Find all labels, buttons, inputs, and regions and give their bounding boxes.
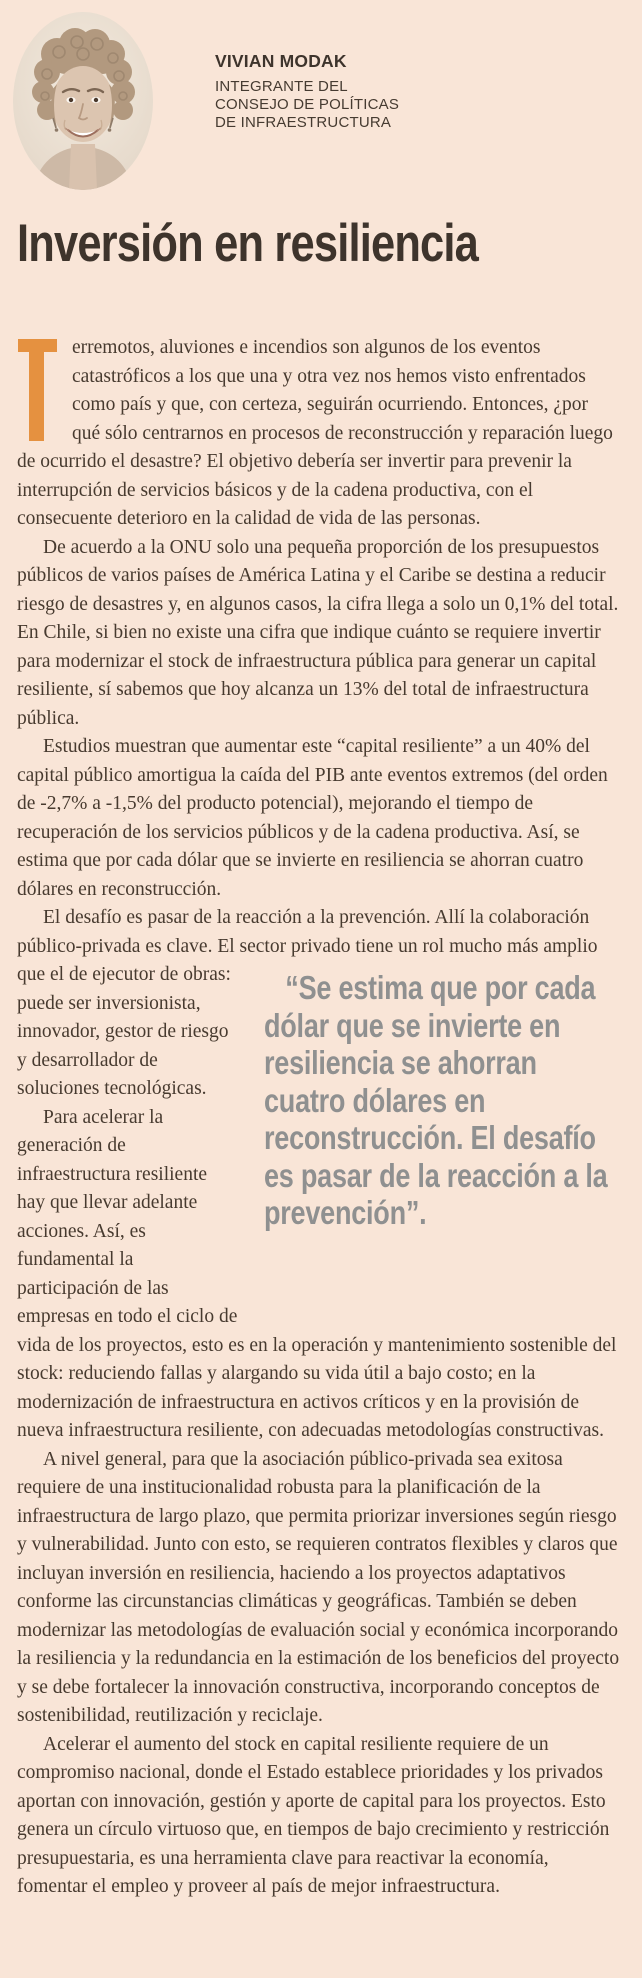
drop-cap	[18, 339, 57, 441]
headline-text: Inversión en resiliencia	[17, 214, 479, 273]
author-portrait-illustration	[13, 12, 153, 190]
pull-quote-text: “Se estima que por cada dólar que se invierte en resiliencia se ahorran cuatro dólares en reconstrucción. El desafío es pasar de la reacción a la prevención”.	[264, 969, 608, 1231]
paragraph-1	[17, 334, 620, 534]
paragraph-2: De acuerdo a la ONU solo una pequeña proporción de los presupuestos públicos de varios países de América Latina y el Caribe se destina a reducir riesgo de desastres y, en algunos casos, la cifra llega a solo un 0,1% del total. En Chile, si bien no existe una cifra que indique cuánto se requiere invertir para modernizar el stock de infraestructura pública para generar un capital resiliente, sí sabemos que hoy alcanza un 13% del total de infraestructura pública.	[17, 536, 619, 729]
paragraph-4	[17, 904, 620, 1231]
author-role	[215, 78, 399, 132]
author-role-line-3: DE INFRAESTRUCTURA	[215, 114, 392, 131]
paragraph-4-text-after-quote: más amplio que el de ejecutor de obras: puede ser inversionista, innovador, gestor de riesgo y desarrollador de soluciones tecnológicas.	[17, 935, 598, 1099]
paragraph-3: Estudios muestran que aumentar este “capital resiliente” a un 40% del capital público amortigua la caída del PIB ante eventos extremos (del orden de -2,7% a -1,5% del producto potencial), mejorando el tiempo de recuperación de los servicios públicos y de la cadena productiva. Así, se estima que por cada dólar que se invierte en resiliencia se ahorran cuatro dólares en reconstrucción.	[17, 736, 608, 900]
author-role-line-1: INTEGRANTE DEL	[215, 78, 348, 95]
drop-cap-stem	[29, 339, 44, 441]
author-photo	[13, 12, 153, 190]
paragraph-1-text: erremotos, aluviones e incendios son algunos de los eventos catastróficos a los que una y otra vez nos hemos visto enfrentados como país y que, con certeza, seguirán ocurriendo. Entonces, ¿por qué sólo centrarnos en procesos de reconstrucción y reparación luego de ocurrido el desastre? El objetivo debería ser invertir para prevenir la interrupción de servicios básicos y de la cadena productiva, con el consecuente deterioro en la calidad de vida de las personas.	[17, 337, 613, 529]
paragraph-4-text-before-quote: El desafío es pasar de la reacción a la prevención. Allí la colaboración público-privada es clave. El sector privado tiene un rol mucho	[17, 907, 590, 957]
article-header	[0, 0, 642, 192]
paragraph-6: A nivel general, para que la asociación público-privada sea exitosa requiere de una institucionalidad robusta para la planificación de la infraestructura de largo plazo, que permita priorizar inversiones según riesgo y vulnerabilidad. Junto con esto, se requieren contratos flexibles y claros que incluyan inversión en resiliencia, haciendo a los proyectos adaptativos conforme las circunstancias climáticas y geográficas. También se deben modernizar las metodologías de evaluación social y económica incorporando la resiliencia y la redundancia en la estimación de los beneficios del proyecto y se debe fortalecer la innovación constructiva, incorporando conceptos de sostenibilidad, reutilización y reciclaje.	[17, 1448, 620, 1726]
headline	[17, 216, 642, 272]
author-role-line-2: CONSEJO DE POLÍTICAS	[215, 96, 400, 113]
article-body	[17, 334, 620, 1902]
byline	[215, 50, 399, 132]
author-name: VIVIAN MODAK	[215, 51, 347, 71]
pull-quote	[264, 969, 620, 1294]
paragraph-7: Acelerar el aumento del stock en capital resiliente requiere de un compromiso nacional, donde el Estado establece prioridades y los privados aportan con innovación, gestión y aporte de capital para los proyectos. Esto genera un círculo virtuoso que, en tiempos de bajo crecimiento y restricción presupuestaria, es una herramienta clave para reactivar la economía, fomentar el empleo y proveer al país de mejor infraestructura.	[17, 1733, 610, 1897]
paragraph-5: Para acelerar la generación de infraestructura resiliente hay que llevar adelante acciones. Así, es fundamental la participación de las empresas en todo el ciclo de vida de los proyectos, esto es en la operación y mantenimiento sostenible del stock: reduciendo fallas y alargando su vida útil a bajo costo; en la modernización de infraestructura en activos críticos y en la provisión de nueva infraestructura resiliente, con adecuadas metodologías constructivas.	[17, 1106, 617, 1441]
